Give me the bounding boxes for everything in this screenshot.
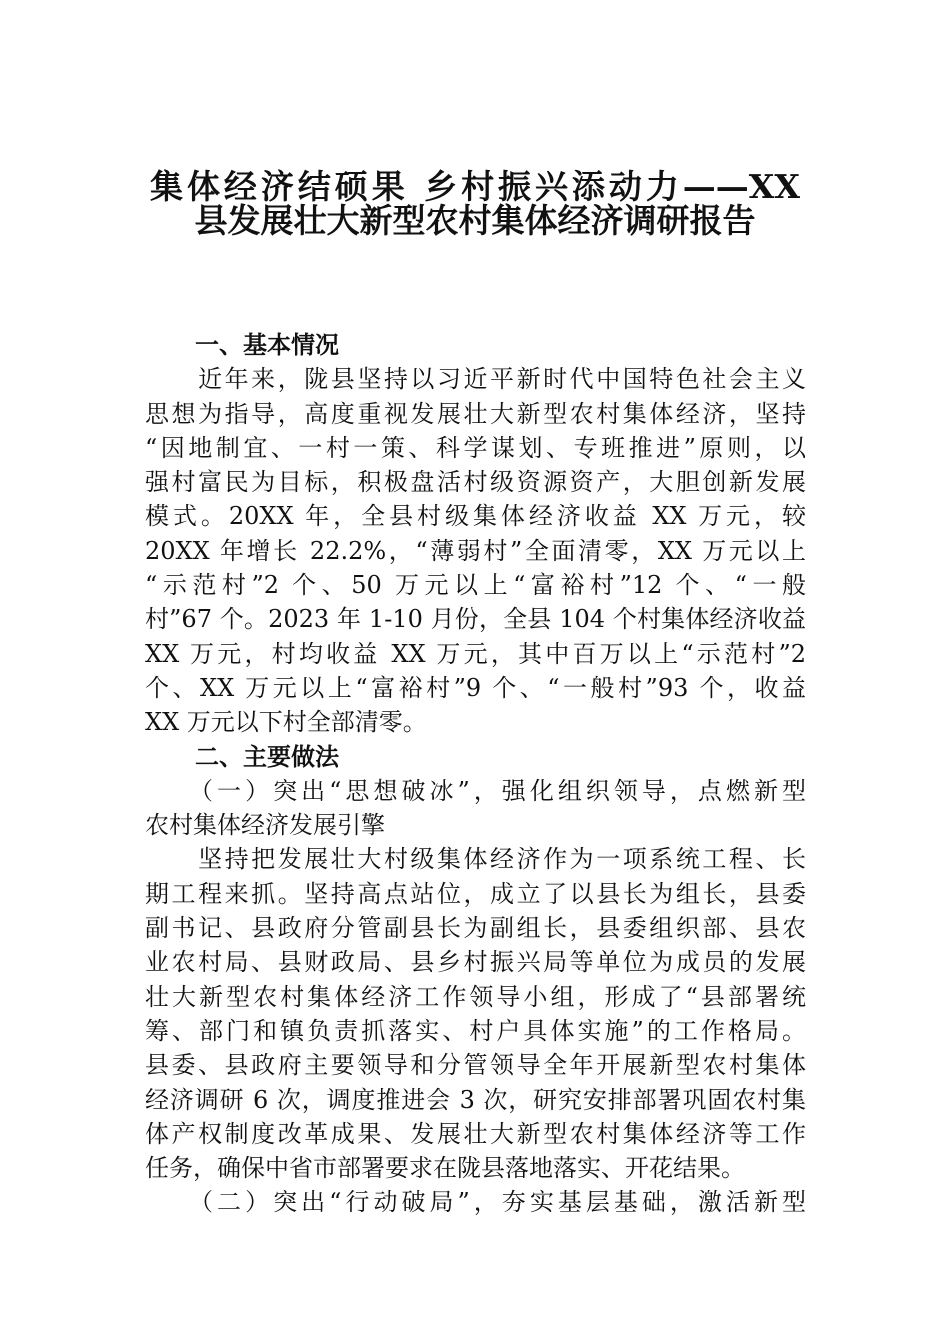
section-heading	[145, 740, 806, 774]
text-line: “示范村”2 个、50 万元以上“富裕村”12 个、“一般	[145, 571, 806, 600]
text-line: 村”67 个。2023 年 1-10 月份，全县 104 个村集体经济收益	[145, 605, 806, 634]
text-line: 筹、部门和镇负责抓落实、村户具体实施”的工作格局。	[145, 1016, 806, 1045]
paragraph	[145, 362, 806, 739]
text-line: （二）突出“行动破局”，夯实基层基础，激活新型	[145, 1188, 806, 1217]
title-line: 县发展壮大新型农村集体经济调研报告	[194, 201, 756, 241]
text-line: 模式。20XX 年，全县村级集体经济收益 XX 万元，较	[145, 502, 806, 531]
text-line: 思想为指导，高度重视发展壮大新型农村集体经济，坚持	[145, 399, 806, 428]
text-line: 强村富民为目标，积极盘活村级资源资产，大胆创新发展	[145, 468, 806, 497]
text-line: 一、基本情况	[195, 331, 339, 359]
paragraph	[145, 842, 806, 1185]
text-line: 经济调研 6 次，调度推进会 3 次，研究安排部署巩固农村集	[145, 1085, 806, 1114]
text-line: 坚持把发展壮大村级集体经济作为一项系统工程、长	[145, 845, 806, 874]
text-line: 县委、县政府主要领导和分管领导全年开展新型农村集体	[145, 1051, 806, 1080]
text-line: XX 万元，村均收益 XX 万元，其中百万以上“示范村”2	[145, 639, 806, 668]
text-line: XX 万元以下村全部清零。	[145, 708, 427, 737]
text-line: 农村集体经济发展引擎	[145, 811, 385, 840]
paragraph	[145, 774, 806, 843]
paragraph	[145, 1185, 806, 1219]
text-line: 体产权制度改革成果、发展壮大新型农村集体经济等工作	[145, 1119, 806, 1148]
text-line: （一）突出“思想破冰”，强化组织领导，点燃新型	[145, 776, 806, 805]
document-title	[150, 153, 800, 241]
title-line: 集体经济结硕果 乡村振兴添动力——XX	[150, 167, 800, 206]
text-line: 壮大新型农村集体经济工作领导小组，形成了“县部署统	[145, 982, 806, 1011]
text-line: 业农村局、县财政局、县乡村振兴局等单位为成员的发展	[145, 948, 806, 977]
text-line: 期工程来抓。坚持高点站位，成立了以县长为组长，县委	[145, 879, 806, 908]
text-line: “因地制宜、一村一策、科学谋划、专班推进”原则，以	[145, 433, 806, 462]
text-line: 副书记、县政府分管副县长为副组长，县委组织部、县农	[145, 914, 806, 943]
text-line: 个、XX 万元以上“富裕村”9 个、“一般村”93 个，收益	[145, 673, 806, 702]
text-line: 任务，确保中省市部署要求在陇县落地落实、开花结果。	[145, 1154, 745, 1183]
text-line: 近年来，陇县坚持以习近平新时代中国特色社会主义	[145, 365, 806, 394]
document-body	[145, 328, 806, 1220]
section-heading	[145, 328, 806, 362]
text-line: 20XX 年增长 22.2%，“薄弱村”全面清零，XX 万元以上	[145, 536, 806, 565]
text-line: 二、主要做法	[195, 742, 339, 771]
